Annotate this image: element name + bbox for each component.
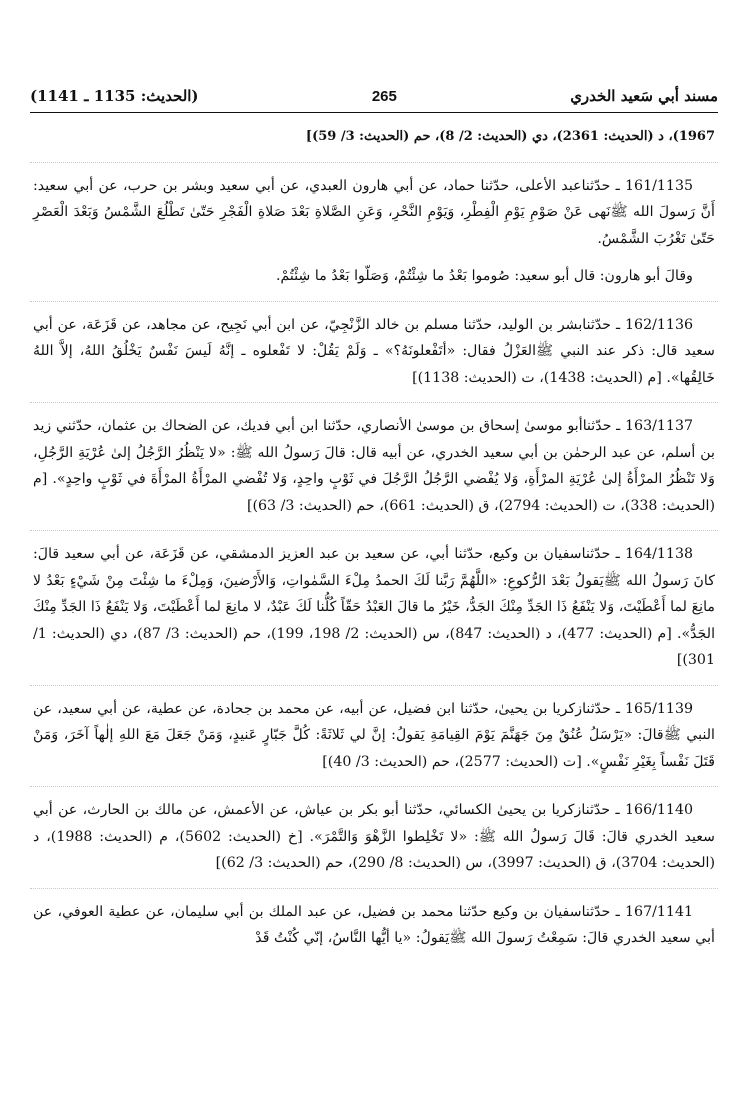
hadith-1135-addendum: وقالَ أبو هارون: قال أبو سعيد: صُوموا بَعْدُ ما شِئْتُمْ، وَصَلّوا بَعْدُ ما شِئْتُمْ. bbox=[275, 268, 693, 284]
hadith-1138: 164/1138 ـ حدّثناسفيان بن وكيع، حدّثنا أبي، عن سعيد بن عبد العزيز الدمشقي، عن قَزَعَة، عن أبي سعيد قالَ: كانَ رَسولُ الله ﷺيَقولُ بَعْدَ الرُّكوعِ: «اللَّهُمَّ رَبَّنا لَكَ الحمدُ مِلْءَ السَّمٰواتِ، وَالأَرْضينَ، وَمِلْءَ ما شِئْتَ مِنْ شَيْءٍ بَعْدُ لا مانِعَ لما أَعْطَيْتَ، وَلا يَنْفَعُ ذَا الجَدِّ مِنْكَ الجَدُّ، خَيْرُ ما قالَ العَبْدُ حَقّاً كُلُّنا لَكَ عَبْدٌ، لا مانِعَ لما أَعْطَيْتَ، وَلا يَنْفَعُ ذَا الجَدِّ مِنْكَ الجَدُّ». [م (الحديث: 477)، د (الحديث: 847)، س (الحديث: 2/ 198، 199)، حم (الحديث: 3/ 87)، دي (الحديث: 1/ 301)] bbox=[33, 546, 716, 668]
separator bbox=[30, 301, 718, 302]
page bbox=[30, 0, 718, 1102]
page-header bbox=[30, 82, 718, 110]
separator bbox=[30, 162, 718, 163]
hadith-1137: 163/1137 ـ حدّثناأبو موسىٰ إسحاق بن موسىٰ الأنصاري، حدّثنا ابن أبي فديك، عن الضحاك بن عثمان، حدّثني زيد بن أسلم، عن عبد الرحمٰن بن أبي سعيد الخدري، عن أبيه قال: قالَ رَسولُ الله ﷺ: «لا يَنْظُرُ الرَّجُلُ إلىٰ عُرْيَةِ الرَّجُلِ، وَلا تَنْظُرُ المرْأَةُ إلىٰ عُرْيَةِ المرْأَةِ، وَلا يُفْضي الرَّجُلُ الرَّجُلَ في ثَوْبٍ واحِدٍ، وَلا تُفْضي المرْأَةُ المرْأَةَ في ثَوْبٍ واحِدٍ». [م (الحديث: 338)، ت (الحديث: 2794)، ق (الحديث: 661)، حم (الحديث: 3/ 63)] bbox=[33, 418, 715, 514]
separator bbox=[30, 888, 718, 889]
page-body bbox=[30, 124, 718, 1102]
separator bbox=[30, 402, 718, 403]
hadith-1141: 167/1141 ـ حدّثناسفيان بن وكيع حدّثنا محمد بن فضيل، عن عبد الملك بن أبي سليمان، عن عطية العوفي، عن أبي سعيد الخدري قالَ: سَمِعْتُ رَسولَ الله ﷺيَقولُ: «يا أيُّها النَّاسُ، إنّي كُنْتُ قَدْ bbox=[33, 903, 715, 946]
header-rule bbox=[30, 112, 718, 113]
hadith-range: (الحديث: 1135 ـ 1141) bbox=[30, 87, 199, 105]
hadith-1135: 161/1135 ـ حدّثناعبد الأعلى، حدّثنا حماد، عن أبي هارون العبدي، عن أبي سعيد وبشر بن حرب، عن أبي سعيد: أَنَّ رَسولَ الله ﷺنَهى عَنْ صَوْمِ يَوْمِ الْفِطْرِ، وَيَوْمِ النَّحْرِ، وَعَنِ الصَّلاةِ بَعْدَ صَلاةِ الْفَجْرِ حَتّىٰ تَطْلُعَ الشَّمْسُ وَبَعْدَ الْعَصْرِ حَتّىٰ تَغْرُبَ الشَّمْسُ. bbox=[33, 177, 715, 247]
separator bbox=[30, 530, 718, 531]
page-number: 265 bbox=[371, 87, 397, 105]
hadith-1140: 166/1140 ـ حدّثنازكريا بن يحيىٰ الكسائي، حدّثنا أبو بكر بن عياش، عن الأعمش، عن مالك بن الحارث، عن أبي سعيد الخدري قالَ: قَالَ رَسولُ الله ﷺ: «لا تَخْلِطوا الزَّهْوَ وَالتَّمْرَ». [خ (الحديث: 5602)، م (الحديث: 1988)، د (الحديث: 3704)، ق (الحديث: 3997)، س (الحديث: 8/ 290)، حم (الحديث: 3/ 62)] bbox=[33, 802, 715, 871]
separator bbox=[30, 786, 718, 787]
reference-line: 1967)، د (الحديث: 2361)، دي (الحديث: 2/ 8)، حم (الحديث: 3/ 59)] bbox=[305, 129, 715, 144]
hadith-1139: 165/1139 ـ حدّثنازكريا بن يحيىٰ، حدّثنا ابن فضيل، عن أبيه، عن محمد بن جحادة، عن عطية، عن أبي سعيد، عن النبي ﷺقالَ: «يَرْسَلُ عُنُقٌ مِنَ جَهَنَّمَ يَوْمَ القِيامَةِ يَقولُ: إنَّ لي ثَلاثَةً: كُلَّ جَبّارٍ عَنيدٍ، وَمَنْ جَعَلَ مَعَ اللهِ إلٰهاً آخَرَ، وَمَنْ قَتَلَ نَفْساً بِغَيْرِ نَفْسٍ». [ت (الحديث: 2577)، حم (الحديث: 3/ 40)] bbox=[33, 700, 715, 770]
book-title: مسند أبي سَعيد الخدري bbox=[570, 87, 718, 105]
hadith-1136: 162/1136 ـ حدّثنابشر بن الوليد، حدّثنا مسلم بن خالد الزَّنْجِيّ، عن ابن أبي نَجِيح، عن مجاهد، عن قَزَعَة، عن أبي سعيد قال: ذكر عند النبي ﷺالعَزْلُ فقال: «أتَفْعلونَهُ؟» ـ وَلَمْ يَقُلْ: لا تَفْعلوه ـ إنَّهُ لَيسَ نَفْسٌ يَخْلُقُ اللهُ، إلاَّ اللهُ خَالِقُها». [م (الحديث: 1438)، ت (الحديث: 1138)] bbox=[33, 316, 715, 386]
separator bbox=[30, 685, 718, 686]
